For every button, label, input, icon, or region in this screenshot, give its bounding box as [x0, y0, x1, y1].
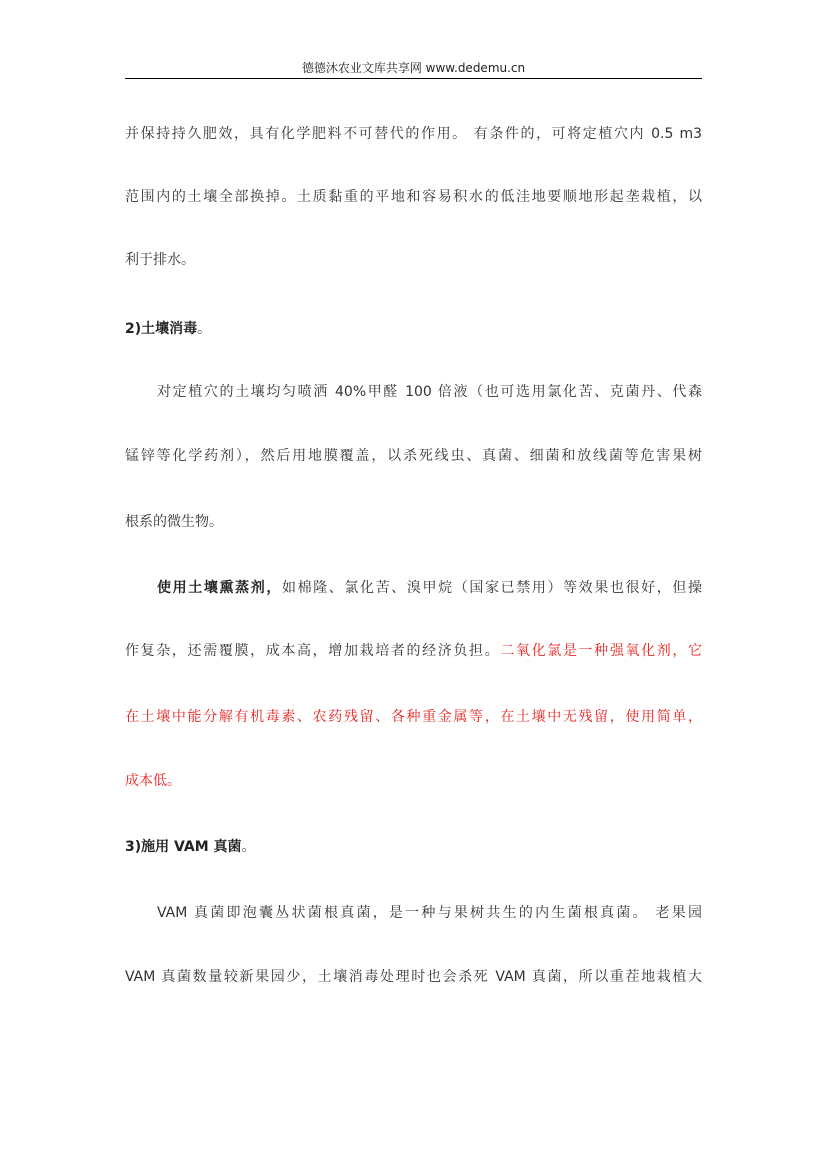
heading-punct: 。 — [241, 839, 256, 855]
section-heading-vam — [125, 837, 702, 857]
text-span: 作复杂，还需覆膜，成本高，增加栽培者的经济负担。 — [125, 643, 501, 659]
text-line: 对定植穴的土壤均匀喷洒 40%甲醛 100 倍液（也可选用氯化苦、克菌丹、代森 — [157, 384, 702, 400]
text-line: VAM 真菌即泡囊丛状菌根真菌，是一种与果树共生的内生菌根真菌。 老果园 — [157, 905, 702, 921]
text-line: VAM 真菌数量较新果园少，土壤消毒处理时也会杀死 VAM 真菌，所以重茬地栽植大 — [125, 969, 702, 985]
section-heading-soil-disinfection — [125, 319, 702, 339]
text-line — [125, 641, 702, 661]
highlight-red-line: 成本低。 — [125, 773, 181, 789]
highlight-red-text: 二氧化氯是一种强氧化剂，它 — [500, 643, 703, 659]
heading-text: 3)施用 VAM 真菌 — [125, 839, 242, 855]
text-line: 根系的微生物。 — [125, 514, 223, 530]
text-line: 并保持持久肥效，具有化学肥料不可替代的作用。 有条件的，可将定植穴内 0.5 m3 — [125, 126, 702, 142]
bold-phrase: 使用土壤熏蒸剂， — [157, 580, 282, 596]
heading-punct: 。 — [197, 321, 212, 337]
text-line: 锰锌等化学药剂），然后用地膜覆盖，以杀死线虫、真菌、细菌和放线菌等危害果树 — [125, 448, 702, 464]
page-header: 德德沐农业文库共享网 www.dedemu.cn — [301, 61, 526, 75]
header-divider — [125, 78, 702, 79]
text-line: 利于排水。 — [125, 252, 195, 268]
heading-text: 2)土壤消毒 — [125, 321, 198, 337]
text-line — [125, 578, 702, 598]
text-span: 如棉隆、氯化苦、溴甲烷（国家已禁用）等效果也很好，但操 — [281, 580, 703, 596]
highlight-red-line: 在土壤中能分解有机毒素、农药残留、各种重金属等，在土壤中无残留，使用简单， — [125, 709, 702, 725]
text-line: 范围内的土壤全部换掉。土质黏重的平地和容易积水的低洼地要顺地形起垄栽植，以 — [125, 189, 702, 205]
